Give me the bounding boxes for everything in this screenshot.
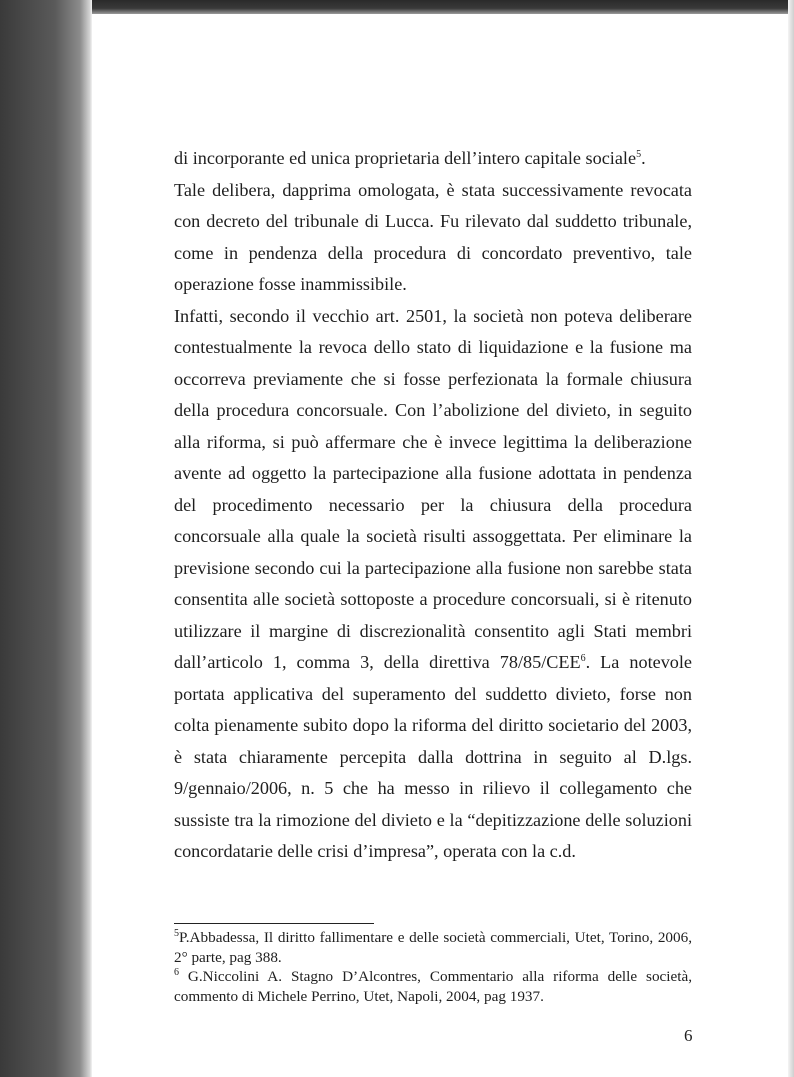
- paragraph-text: di incorporante ed unica proprietaria dell’intero capitale sociale: [174, 148, 637, 168]
- page-number: 6: [684, 1026, 693, 1045]
- paragraph-text: Tale delibera, dapprima omologata, è stata successivamente revocata con decreto del tribunale di Lucca. Fu rilevato dal suddetto tribunale, come in pendenza della procedura di concordato preventivo, tale operazione fosse inammissibile.: [174, 179, 692, 294]
- paragraph-text: Infatti, secondo il vecchio art. 2501, la società non poteva deliberare contestualmente la revoca dello stato di liquidazione e la fusione ma occorreva previamente che si fosse perfezionata la formale chiusura della procedura concorsuale. Con l’abolizione del divieto, in seguito alla riforma, si può affermare che è invece legittima la deliberazione avente ad oggetto la partecipazione alla fusione adottata in pendenza del procedimento necessario per la chiusura della procedura concorsuale alla quale la società risulti assoggettata. Per eliminare la previsione secondo cui la partecipazione alla fusione non sarebbe stata consentita alle società sottoposte a procedure concorsuali, si è ritenuto utilizzare il margine di discrezionalità consentito agli Stati membri dall’articolo 1, comma 3, della direttiva 78/85/CEE: [174, 305, 692, 672]
- scan-shadow-right: [788, 0, 794, 1077]
- paragraph: [174, 143, 692, 175]
- footnote-ref: 5: [636, 148, 642, 160]
- body-text: [174, 143, 692, 868]
- footnote: [174, 967, 692, 1006]
- paragraph-text: . La notevole portata applicativa del superamento del suddetto divieto, forse non colta pienamente subito dopo la riforma del diritto societario del 2003, è stata chiaramente percepita dalla dottrina in seguito al D.lgs. 9/gennaio/2006, n. 5 che ha messo in rilievo il collegamento che sussiste tra la rimozione del divieto e la “depitizzazione delle soluzioni concordatarie delle crisi d’impresa”, operata con la c.d.: [174, 652, 693, 861]
- footnote-text: G.Niccolini A. Stagno D’Alcontres, Commentario alla riforma delle società, commento di Michele Perrino, Utet, Napoli, 2004, pag 1937.: [174, 968, 692, 1005]
- footnote: [174, 928, 692, 967]
- footnotes: [174, 928, 692, 1006]
- scan-shadow-left: [0, 0, 92, 1077]
- footnote-text: P.Abbadessa, Il diritto fallimentare e delle società commerciali, Utet, Torino, 2006, 2° parte, pag 388.: [174, 929, 692, 966]
- paragraph: [174, 301, 692, 868]
- footnote-ref: 6: [580, 652, 586, 664]
- footnote-number: 5: [174, 927, 179, 939]
- paragraph-text: .: [641, 148, 646, 168]
- footnote-number: 6: [174, 966, 179, 978]
- footnote-separator: [174, 923, 374, 924]
- paragraph: [174, 175, 692, 301]
- scan-shadow-top: [0, 0, 794, 14]
